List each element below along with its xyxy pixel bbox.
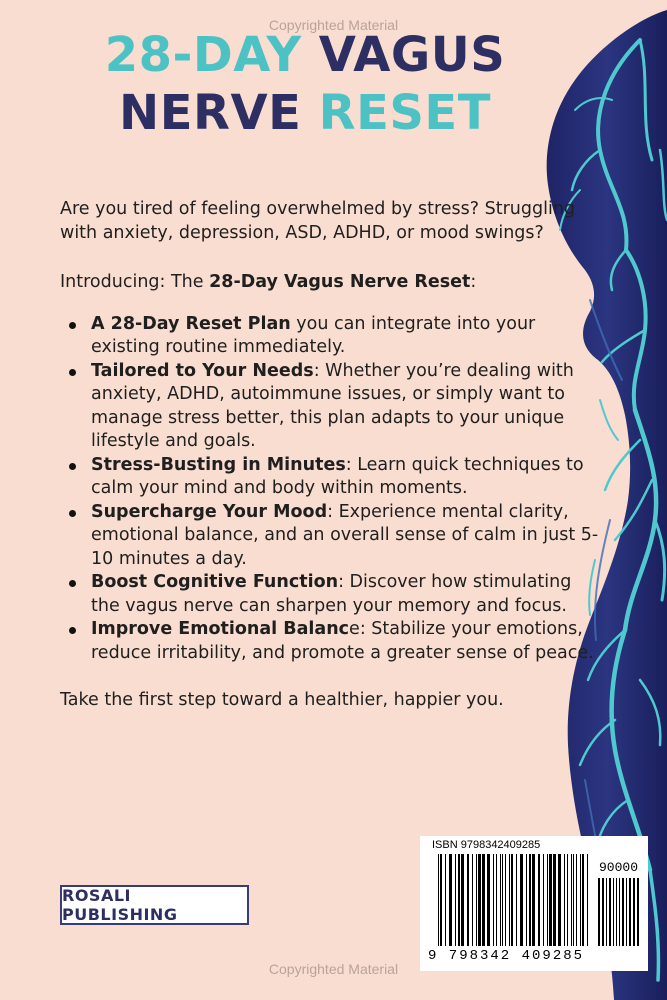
isbn-label: ISBN 9798342409285 (432, 839, 541, 851)
intro-paragraph: Are you tired of feeling overwhelmed by stress? Struggling with anxiety, depression, ASD, ADHD, or mood swings? (60, 199, 576, 243)
feature-list (60, 313, 605, 666)
feature-item (91, 360, 605, 454)
feature-text: : Discover how stimulating the vagus nerve can sharpen your memory and focus. (91, 572, 572, 616)
title-line2-part1: NERVE (119, 85, 319, 141)
feature-heading: Supercharge Your Mood (91, 501, 328, 522)
feature-text: : Whether you’re dealing with anxiety, ADHD, autoimmune issues, or simply want to manage stress better, this plan adapts to your unique lifestyle and goals. (91, 360, 574, 451)
publisher-logo: ROSALI PUBLISHING (60, 885, 249, 925)
feature-heading: Stress-Busting in Minutes (91, 454, 346, 475)
title-line1-part2: VAGUS (318, 27, 506, 83)
feature-text: : Experience mental clarity, emotional balance, and an overall sense of calm in just 5-10 minutes a day. (91, 501, 599, 569)
feature-heading: Boost Cognitive Function (91, 572, 339, 592)
feature-text: you can integrate into your existing routine immediately. (91, 313, 536, 357)
title-line2-part2: RESET (318, 85, 491, 141)
feature-text: : Learn quick techniques to calm your mind and body within moments. (91, 454, 584, 498)
price-code: 90000 (598, 860, 638, 875)
isbn-barcode (420, 836, 648, 971)
book-title (0, 26, 610, 142)
feature-heading: A 28-Day Reset Plan (91, 313, 291, 334)
feature-item (91, 571, 605, 618)
feature-item (91, 618, 605, 665)
feature-item (91, 454, 605, 501)
watermark-top: Copyrighted Material (268, 17, 399, 33)
introducing-line (60, 271, 605, 295)
introducing-suffix: : (470, 272, 477, 292)
back-cover-description (60, 198, 605, 713)
title-line1-part1: 28-DAY (104, 27, 319, 83)
isbn-digits: 9 798342 409285 (428, 948, 585, 964)
feature-text: e: Stabilize your emotions, reduce irritability, and promote a greater sense of peace. (91, 619, 594, 663)
feature-item (91, 313, 605, 360)
feature-item (91, 501, 605, 572)
feature-heading: Tailored to Your Needs (91, 360, 314, 381)
introducing-title: 28-Day Vagus Nerve Reset (209, 272, 471, 292)
closing-paragraph: Take the first step toward a healthier, happier you. (60, 690, 504, 710)
introducing-prefix: Introducing: The (60, 272, 210, 292)
watermark-bottom: Copyrighted Material (268, 961, 399, 977)
feature-heading: Improve Emotional Balanc (91, 619, 350, 639)
